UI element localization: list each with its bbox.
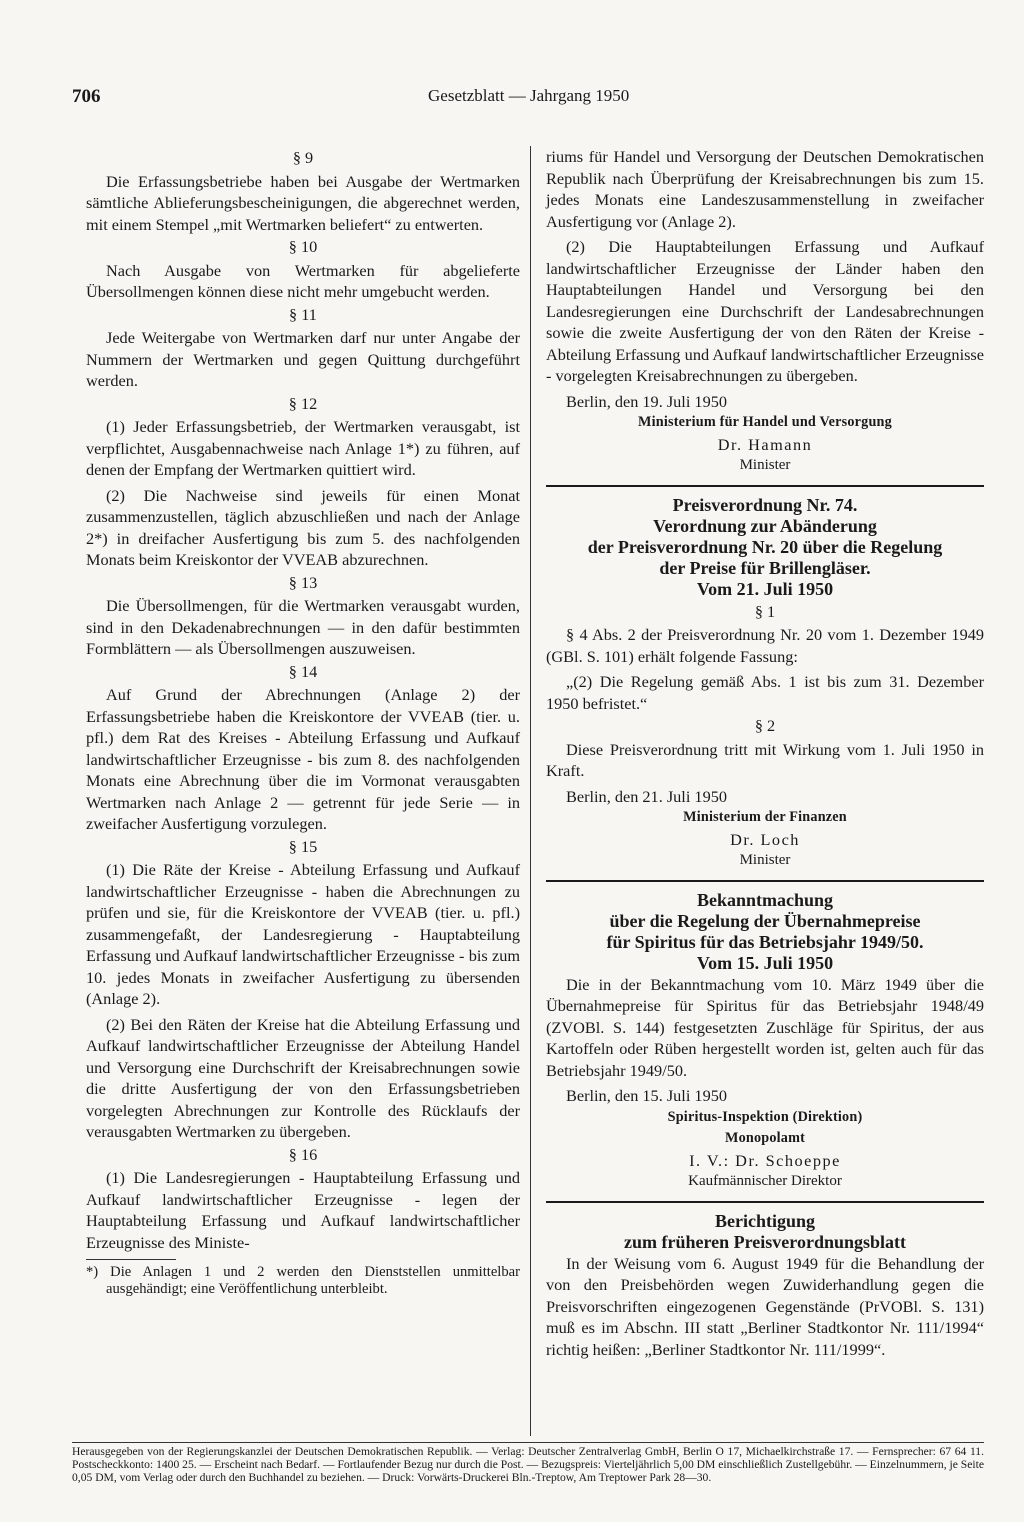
announcement-title-line-2: über die Regelung der Übernahmepreise bbox=[609, 910, 921, 931]
section-rule-2 bbox=[546, 880, 984, 882]
section-rule-3 bbox=[546, 1201, 984, 1203]
ordinance-section-2-heading: § 2 bbox=[754, 716, 776, 735]
footnote: *) Die Anlagen 1 und 2 werden den Dienststellen unmittelbar ausgehändigt; eine Veröffentlichung unterbleibt. bbox=[86, 1264, 520, 1297]
signer-schoeppe: I. V.: Dr. Schoeppe bbox=[689, 1150, 841, 1170]
section-13-text: Die Übersollmengen, für die Wertmarken verausgabt wurden, sind in den Dekadenabrechnungen — in den dafür bestimmten Formblättern — als Übersollmengen auszuweisen. bbox=[86, 596, 520, 658]
section-14-heading: § 14 bbox=[288, 661, 318, 681]
agency-monopoly-office: Monopolamt bbox=[724, 1130, 806, 1146]
section-16-paragraph-2: (2) Die Hauptabteilungen Erfassung und Aufkauf landwirtschaftlicher Erzeugnisse der Länder haben den Hauptabteilungen Handel und Versorgung bei den Landesregierungen eine Durchschrift der Landesabrechnungen sowie die zweite Ausfertigung der von den Räten der Kreise - Abteilung Erfassung und Aufkauf landwirtschaftlicher Erzeugnisse - vorgelegten Kreisabrechnungen zu übergeben. bbox=[546, 237, 984, 385]
ordinance-section-2-text: Diese Preisverordnung tritt mit Wirkung vom 1. Juli 1950 in Kraft. bbox=[546, 739, 984, 780]
section-16-paragraph-1: (1) Die Landesregierungen - Hauptabteilung Erfassung und Aufkauf landwirtschaftlicher Erzeugnisse - legen der Hauptabteilung Erfassung und Aufkauf landwirtschaftlicher Erzeugnisse des Ministe- bbox=[86, 1168, 520, 1252]
price-ordinance-title-line-3: der Preisverordnung Nr. 20 über die Regelung bbox=[587, 536, 943, 557]
section-15-paragraph-2: (2) Bei den Räten der Kreise hat die Abteilung Erfassung und Aufkauf landwirtschaftlicher Erzeugnisse der Abteilung Handel und Versorgung eine Durchschrift der Kreisabrechnungen sowie die dritte Ausfertigung der von den Erfassungsbetrieben vorgelegten Abrechnungen zur Kontrolle des Rücklaufs der verausgabten Wertmarken zu übergeben. bbox=[86, 1014, 520, 1141]
announcement-text: Die in der Bekanntmachung vom 10. März 1949 über die Übernahmepreise für Spiritus für das Betriebsjahr 1948/49 (ZVOBl. S. 144) festgesetzten Zuschläge für Spiritus, der aus Kartoffeln oder Rüben hergestellt worden ist, gelten auch für das Betriebsjahr 1949/50. bbox=[546, 974, 984, 1080]
announcement-title bbox=[546, 890, 984, 974]
section-9-heading: § 9 bbox=[292, 148, 314, 167]
section-11-text: Jede Weitergabe von Wertmarken darf nur unter Angabe der Nummern der Wertmarken und gegen Quittung durchgeführt werden. bbox=[86, 328, 520, 390]
ordinance-section-1-heading: § 1 bbox=[754, 601, 776, 621]
section-12-paragraph-1: (1) Jeder Erfassungsbetrieb, der Wertmarken verausgabt, ist verpflichtet, Ausgabennachweise nach Anlage 1*) zu führen, auf denen der Empfang der Wertmarken quittiert wird. bbox=[86, 417, 520, 479]
section-15-heading: § 15 bbox=[288, 836, 318, 856]
signer-3-role: Kaufmännischer Direktor bbox=[688, 1173, 842, 1189]
page-header bbox=[72, 86, 984, 110]
price-ordinance-title-line-4: der Preise für Brillengläser. bbox=[659, 557, 871, 578]
running-title: Gesetzblatt — Jahrgang 1950 bbox=[428, 86, 630, 105]
correction-title-line-2: zum früheren Preisverordnungsblatt bbox=[624, 1231, 906, 1252]
price-ordinance-title-line-1: Preisverordnung Nr. 74. bbox=[672, 494, 858, 515]
agency-spirit-inspection: Spiritus-Inspektion (Direktion) bbox=[667, 1108, 863, 1125]
page-number: 706 bbox=[72, 86, 101, 107]
signer-loch: Dr. Loch bbox=[730, 829, 800, 849]
signer-2-role: Minister bbox=[739, 852, 791, 868]
ministry-trade-supply: Ministerium für Handel und Versorgung bbox=[638, 414, 892, 430]
correction-title-line-1: Berichtigung bbox=[714, 1210, 815, 1231]
section-12-paragraph-2: (2) Die Nachweise sind jeweils für einen Monat zusammenzustellen, täglich abzuschließen und nach der Anlage 2*) in dreifacher Ausfertigung bis zum 5. des nachfolgenden Monats beim Kreiskontor der VVEAB abzurechnen. bbox=[86, 485, 520, 569]
signing-date-1: Berlin, den 19. Juli 1950 bbox=[566, 391, 727, 411]
section-13-heading: § 13 bbox=[288, 572, 318, 592]
announcement-title-line-1: Bekanntmachung bbox=[696, 889, 834, 910]
ministry-finance: Ministerium der Finanzen bbox=[683, 809, 847, 825]
section-11-heading: § 11 bbox=[289, 304, 317, 324]
section-10-text: Nach Ausgabe von Wertmarken für abgelieferte Übersollmengen können diese nicht mehr umgebucht werden. bbox=[86, 260, 520, 301]
publisher-imprint: Herausgegeben von der Regierungskanzlei der Deutschen Demokratischen Republik. — Verlag: Deutscher Zentralverlag GmbH, Berlin O 17, Michaelkirchstraße 17. — Fernsprecher: 67 64 11. Postscheckkonto: 1400 25. — Erscheint nach Bedarf. — Fortlaufender Bezug nur durch die Post. — Bezugspreis: Vierteljährlich 5,00 DM einschließlich Zustellgebühr. — Einzelnummern, je Seite 0,05 DM, vom Verlag oder durch den Buchhandel zu beziehen. — Druck: Vorwärts-Druckerei Bln.-Treptow, Am Treptower Park 28—30. bbox=[72, 1442, 984, 1484]
price-ordinance-title-line-2: Verordnung zur Abänderung bbox=[653, 515, 877, 536]
price-ordinance-date: Vom 21. Juli 1950 bbox=[696, 578, 834, 599]
section-10-heading: § 10 bbox=[288, 237, 318, 256]
section-15-paragraph-1: (1) Die Räte der Kreise - Abteilung Erfassung und Aufkauf landwirtschaftlicher Erzeugnisse - haben die Abrechnungen zu prüfen und sie, für die Kreiskontore der VVEAB (tier. u. pfl.) zusammengefaßt, der Landesregierung - Hauptabteilung Erfassung und Aufkauf landwirtschaftlicher Erzeugnisse - bis zum 10. jedes Monats in zweifacher Ausfertigung zu übersenden (Anlage 2). bbox=[86, 860, 520, 1008]
price-ordinance-title bbox=[546, 495, 984, 600]
section-12-heading: § 12 bbox=[288, 393, 318, 413]
right-column bbox=[546, 146, 984, 1360]
section-16-heading: § 16 bbox=[288, 1144, 318, 1164]
footnote-rule bbox=[86, 1259, 176, 1260]
left-column bbox=[86, 146, 520, 1298]
correction-text: In der Weisung vom 6. August 1949 für die Behandlung der von den Preisbehörden wegen Zuwiderhandlung gegen die Preisvorschriften eingezogenen Gegenstände (PrVOBl. S. 131) muß es im Abschn. III statt „Berliner Stadtkontor Nr. 111/1994“ richtig heißen: „Berliner Stadtkontor Nr. 111/1999“. bbox=[546, 1253, 984, 1359]
section-9-text: Die Erfassungsbetriebe haben bei Ausgabe der Wertmarken sämtliche Ablieferungsbescheinigungen, die abgerechnet werden, mit einem Stempel „mit Wertmarken beliefert“ zu entwerten. bbox=[86, 171, 520, 234]
announcement-date: Vom 15. Juli 1950 bbox=[696, 952, 834, 973]
section-14-text: Auf Grund der Abrechnungen (Anlage 2) der Erfassungsbetriebe haben die Kreiskontore der VVEAB (tier. u. pfl.) dem Rat des Kreises - Abteilung Erfassung und Aufkauf landwirtschaftlicher Erzeugnisse - bis zum 8. des nachfolgenden Monats eine Abrechnung über die im Vormonat verausgabten Wertmarken nach Anlage 2 — getrennt für jede Serie — in zweifacher Ausfertigung vorzulegen. bbox=[86, 685, 520, 833]
column-divider bbox=[530, 146, 531, 1436]
ordinance-section-1-text: § 4 Abs. 2 der Preisverordnung Nr. 20 vom 1. Dezember 1949 (GBl. S. 101) erhält folgende Fassung: bbox=[546, 625, 984, 666]
correction-title bbox=[546, 1211, 984, 1253]
section-16-continuation: riums für Handel und Versorgung der Deutschen Demokratischen Republik nach Überprüfung der Kreisabrechnungen bis zum 15. jedes Monats eine Landeszusammenstellung in zweifacher Ausfertigung vor (Anlage 2). bbox=[546, 147, 984, 231]
announcement-title-line-3: für Spiritus für das Betriebsjahr 1949/50. bbox=[606, 931, 924, 952]
ordinance-section-1-quote: „(2) Die Regelung gemäß Abs. 1 ist bis zum 31. Dezember 1950 befristet.“ bbox=[546, 672, 984, 713]
signer-hamann: Dr. Hamann bbox=[717, 434, 813, 454]
signer-1-role: Minister bbox=[739, 457, 791, 473]
signing-date-3: Berlin, den 15. Juli 1950 bbox=[566, 1086, 727, 1105]
section-rule-1 bbox=[546, 485, 984, 487]
signing-date-2: Berlin, den 21. Juli 1950 bbox=[566, 786, 727, 806]
